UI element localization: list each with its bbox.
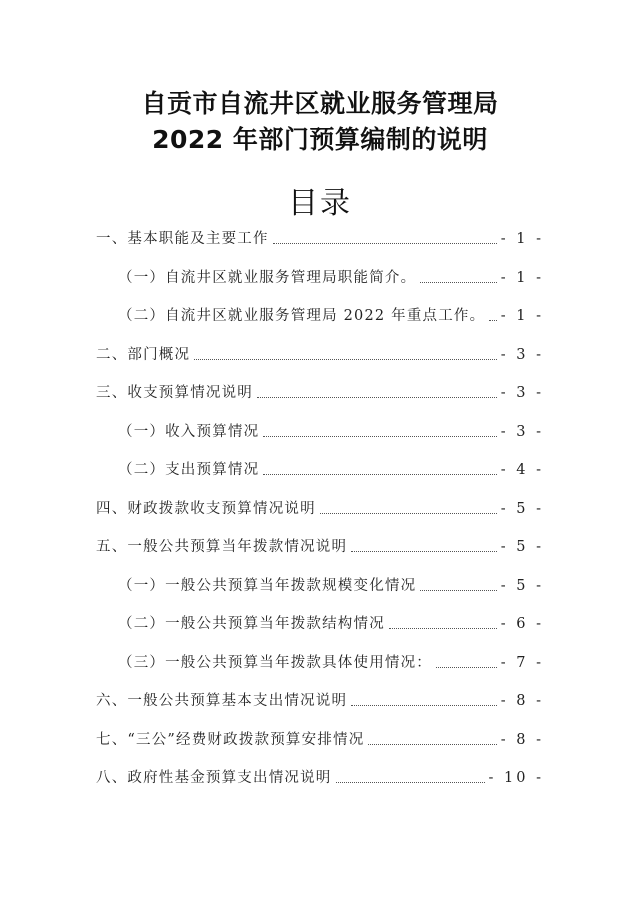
toc-entry-title: 二、部门概况 [96,346,191,363]
toc-entry-title: （二）一般公共预算当年拨款结构情况 [118,616,385,632]
toc-entry[interactable] [96,344,544,366]
toc-entry-title: 四、财政拨款收支预算情况说明 [96,500,316,517]
toc-dot-leader [257,397,497,398]
toc-entry-title: （二）支出预算情况 [118,462,260,478]
toc-entry[interactable] [96,536,544,558]
toc-entry[interactable] [118,421,544,443]
toc-dot-leader [436,667,497,668]
toc-entry-page-number: - 10 - [488,770,544,786]
toc-entry-page-number: - 5 - [500,500,544,517]
toc-entry-page-number: - 1 - [500,269,544,286]
toc-entry-page-number: - 6 - [500,616,544,632]
toc-dot-leader [263,474,496,475]
toc-entry-page-number: - 8 - [500,693,544,709]
document-title-line1: 自贡市自流井区就业服务管理局 [141,89,499,118]
toc-dot-leader [368,744,496,745]
toc-entry-page-number: - 3 - [500,346,544,363]
toc-entry-title: （一）收入预算情况 [118,423,260,440]
document-title-line2: 2022 年部门预算编制的说明 [152,125,488,154]
toc-dot-leader [389,628,497,629]
toc-entry-title: 八、政府性基金预算支出情况说明 [96,770,332,786]
toc-dot-leader [273,243,497,244]
toc-dot-leader [336,782,485,783]
toc-entry-title: 三、收支预算情况说明 [96,385,253,401]
toc-entry-title: （一）自流井区就业服务管理局职能简介。 [118,269,417,286]
toc-dot-leader [420,590,496,591]
toc-entry-page-number: - 1 - [500,308,544,324]
toc-dot-leader [320,513,497,514]
toc-entry[interactable] [96,690,544,712]
toc-dot-leader [489,320,496,321]
toc-entry-page-number: - 3 - [500,423,544,440]
toc-entry[interactable] [118,267,544,289]
toc-entry-page-number: - 5 - [500,577,544,594]
toc-dot-leader [263,436,496,437]
toc-entry-title: 七、“三公”经费财政拨款预算安排情况 [96,731,365,748]
toc-dot-leader [420,282,496,283]
toc-entry[interactable] [118,305,544,327]
toc-entry-title: （二）自流井区就业服务管理局 2022 年重点工作。 [118,308,486,324]
toc-entry[interactable] [118,459,544,481]
toc-dot-leader [351,705,497,706]
toc-entry-page-number: - 1 - [500,231,544,247]
toc-entry-title: （一）一般公共预算当年拨款规模变化情况 [118,577,417,594]
toc-heading: 目录 [288,186,352,221]
toc-entry-title: 五、一般公共预算当年拨款情况说明 [96,539,348,555]
toc-dot-leader [351,551,497,552]
toc-entry-title: （三）一般公共预算当年拨款具体使用情况： [118,654,432,671]
toc-entry-page-number: - 5 - [500,539,544,555]
toc-entry-title: 六、一般公共预算基本支出情况说明 [96,693,348,709]
toc-entry[interactable] [96,382,544,404]
toc-entry[interactable] [118,613,544,635]
toc-dot-leader [194,359,497,360]
toc-entry[interactable] [118,652,544,674]
toc-entry-page-number: - 4 - [500,462,544,478]
toc-entry[interactable] [96,767,544,789]
toc-entry-page-number: - 7 - [500,654,544,671]
toc-entry[interactable] [96,498,544,520]
toc-entry[interactable] [96,228,544,250]
toc-entry-page-number: - 8 - [500,731,544,748]
toc-entry[interactable] [118,575,544,597]
toc-entry[interactable] [96,729,544,751]
toc-entry-title: 一、基本职能及主要工作 [96,231,269,247]
toc-entry-page-number: - 3 - [500,385,544,401]
